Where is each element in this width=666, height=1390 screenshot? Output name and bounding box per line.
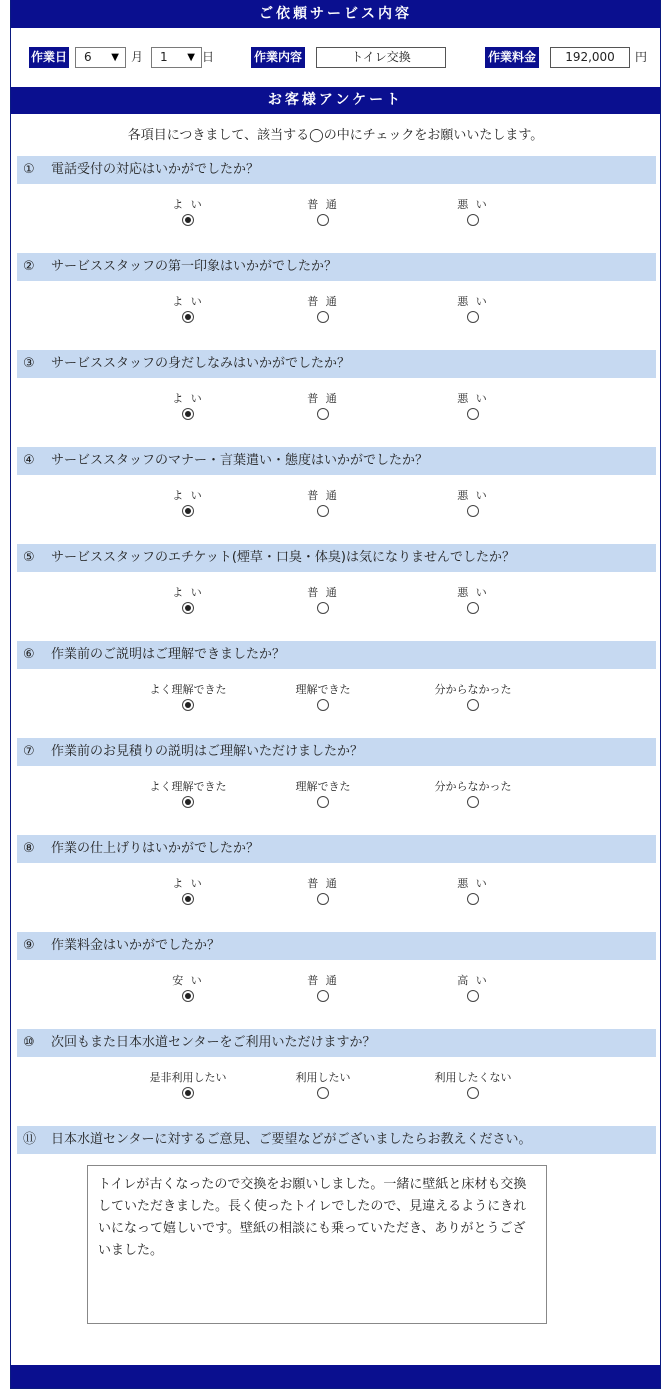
radio-button[interactable] [317,1087,329,1099]
option-label: 悪 い [457,198,489,211]
question-number: ⑪ [23,1132,37,1147]
radio-button[interactable] [467,990,479,1002]
question-5-bar [17,544,656,572]
chevron-down-icon: ▼ [111,52,119,63]
chevron-down-icon: ▼ [187,52,195,63]
option-label: 普 通 [307,877,339,890]
month-select[interactable] [75,47,126,68]
question-number: ⑩ [23,1035,35,1050]
radio-button[interactable] [317,699,329,711]
radio-button[interactable] [467,893,479,905]
work-fee-field[interactable]: 192,000 [550,47,630,68]
radio-button[interactable] [317,214,329,226]
radio-button[interactable] [467,1087,479,1099]
question-text: 作業料金はいかがでしたか？ [51,938,221,953]
question-10-bar [17,1029,656,1057]
option-label: 高 い [457,974,489,987]
radio-button[interactable] [467,699,479,711]
survey-header: お客様アンケート [11,87,660,114]
option-label: 悪 い [457,392,489,405]
radio-button[interactable] [467,408,479,420]
question-text: 電話受付の対応はいかがでしたか？ [51,162,260,177]
option-label: よ い [172,489,204,502]
question-number: ③ [23,356,35,371]
option-label: 普 通 [307,295,339,308]
day-value: 1 [160,50,168,64]
question-number: ⑧ [23,841,35,856]
day-unit: 日 [202,50,215,64]
question-11-bar [17,1126,656,1154]
option-label: 普 通 [307,392,339,405]
option-label: 悪 い [457,295,489,308]
radio-button[interactable] [317,796,329,808]
question-text: 作業の仕上げりはいかがでしたか？ [51,841,260,856]
option-label: 理解できた [295,780,351,793]
radio-button[interactable] [317,893,329,905]
question-text: サービススタッフの身だしなみはいかがでしたか？ [51,356,351,371]
question-text: 日本水道センターに対するご意見、ご要望などがございましたらお教えください。 [51,1132,532,1147]
survey-instructions: 各項目につきまして、該当する◯の中にチェックをお願いいたします。 [127,128,544,143]
radio-button[interactable] [182,796,194,808]
radio-button[interactable] [182,505,194,517]
option-label: 是非利用したい [149,1071,227,1084]
comment-textarea[interactable]: トイレが古くなったので交換をお願いしました。一緒に壁紙と床材も交換していただきました。長く使ったトイレでしたので、見違えるようにきれいになって嬉しいです。壁紙の相談にも乗っていただき、ありがとうございました。 [87,1165,547,1324]
question-6-bar [17,641,656,669]
question-number: ⑤ [23,550,35,565]
radio-button[interactable] [317,602,329,614]
question-number: ⑦ [23,744,35,759]
option-label: 普 通 [307,489,339,502]
option-label: よ い [172,198,204,211]
month-unit: 月 [131,50,144,64]
option-label: 分からなかった [434,683,512,696]
option-label: よく理解できた [149,683,227,696]
question-text: 次回もまた日本水道センターをご利用いただけますか？ [51,1035,376,1050]
work-fee-label: 作業料金 [485,47,539,68]
radio-button[interactable] [467,311,479,323]
footer-bar [11,1365,660,1388]
option-label: 普 通 [307,586,339,599]
question-text: 作業前のお見積りの説明はご理解いただけましたか？ [51,744,364,759]
option-label: 利用したくない [434,1071,512,1084]
radio-button[interactable] [467,505,479,517]
radio-button[interactable] [182,214,194,226]
work-content-field[interactable]: トイレ交換 [316,47,446,68]
work-content-label: 作業内容 [251,47,305,68]
question-number: ① [23,162,35,177]
question-2-bar [17,253,656,281]
question-number: ⑨ [23,938,35,953]
question-text: 作業前のご説明はご理解できましたか？ [51,647,286,662]
month-value: 6 [84,50,92,64]
option-label: 利用したい [295,1071,351,1084]
question-number: ② [23,259,35,274]
radio-button[interactable] [317,408,329,420]
option-label: 安 い [172,974,204,987]
option-label: よ い [172,392,204,405]
radio-button[interactable] [467,796,479,808]
option-label: よく理解できた [149,780,227,793]
work-date-label: 作業日 [29,47,69,68]
question-number: ④ [23,453,35,468]
option-label: 普 通 [307,198,339,211]
day-select[interactable] [151,47,202,68]
option-label: 分からなかった [434,780,512,793]
option-label: 普 通 [307,974,339,987]
question-3-bar [17,350,656,378]
question-text: サービススタッフの第一印象はいかがでしたか？ [51,259,338,274]
radio-button[interactable] [467,214,479,226]
radio-button[interactable] [317,311,329,323]
option-label: 悪 い [457,489,489,502]
option-label: 理解できた [295,683,351,696]
survey-frame [10,0,661,1389]
work-info-row [11,47,660,69]
question-text: サービススタッフのマナー・言葉遣い・態度はいかがでしたか？ [51,453,429,468]
question-8-bar [17,835,656,863]
radio-button[interactable] [182,990,194,1002]
option-label: よ い [172,295,204,308]
radio-button[interactable] [182,602,194,614]
radio-button[interactable] [182,408,194,420]
option-label: よ い [172,586,204,599]
radio-button[interactable] [317,990,329,1002]
radio-button[interactable] [182,1087,194,1099]
question-7-bar [17,738,656,766]
question-number: ⑥ [23,647,35,662]
service-header: ご依頼サービス内容 [11,0,660,28]
radio-button[interactable] [182,311,194,323]
radio-button[interactable] [467,602,479,614]
question-text: サービススタッフのエチケット(煙草・口臭・体臭)は気になりませんでしたか？ [51,550,515,565]
option-label: 悪 い [457,877,489,890]
question-1-bar [17,156,656,184]
question-4-bar [17,447,656,475]
fee-unit: 円 [635,50,648,64]
option-label: よ い [172,877,204,890]
question-9-bar [17,932,656,960]
radio-button[interactable] [182,699,194,711]
radio-button[interactable] [317,505,329,517]
option-label: 悪 い [457,586,489,599]
radio-button[interactable] [182,893,194,905]
